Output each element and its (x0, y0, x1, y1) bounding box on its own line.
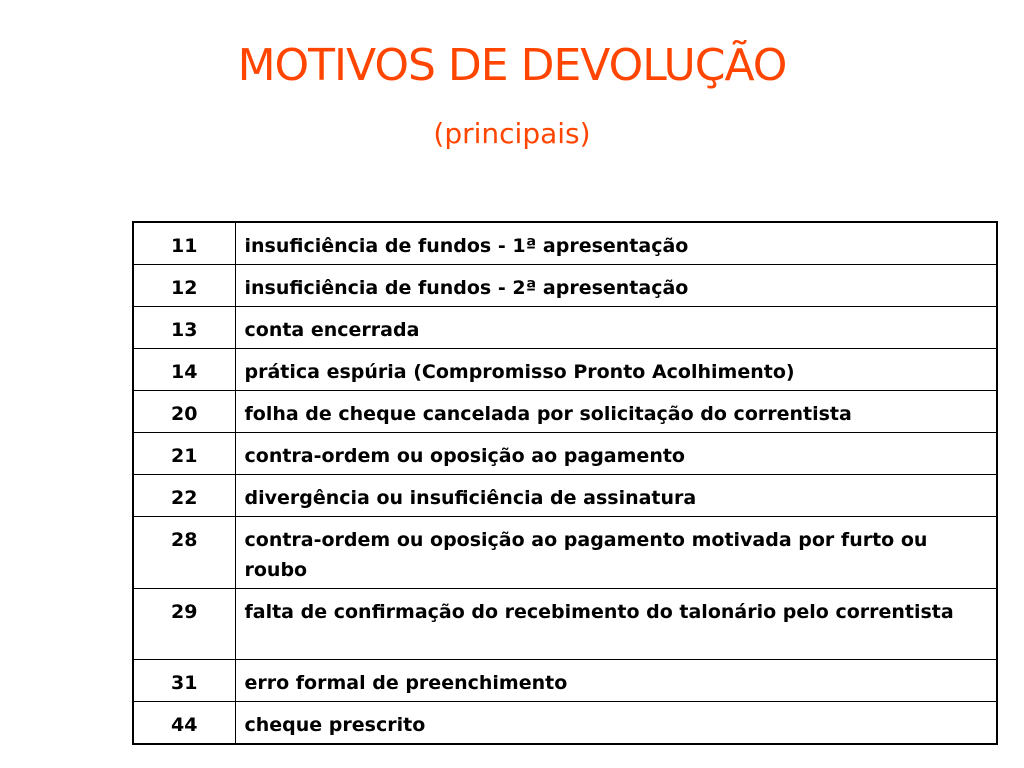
reason-code: 20 (133, 391, 235, 433)
slide-subtitle: (principais) (433, 117, 591, 150)
reason-code: 28 (133, 517, 235, 589)
reason-code: 29 (133, 589, 235, 660)
table-row (133, 517, 997, 589)
table-row (133, 349, 997, 391)
table-body (133, 222, 997, 744)
reason-code: 11 (133, 222, 235, 265)
reason-description: insuficiência de fundos - 1ª apresentação (235, 222, 997, 265)
slide-title: MOTIVOS DE DEVOLUÇÃO (237, 40, 787, 91)
reason-code: 12 (133, 265, 235, 307)
reason-code: 22 (133, 475, 235, 517)
table-row (133, 307, 997, 349)
table-row (133, 589, 997, 660)
reason-description: prática espúria (Compromisso Pronto Acolhimento) (235, 349, 997, 391)
reason-code: 14 (133, 349, 235, 391)
reason-description: erro formal de preenchimento (235, 660, 997, 702)
table-row (133, 475, 997, 517)
reason-description: folha de cheque cancelada por solicitação do correntista (235, 391, 997, 433)
reason-code: 44 (133, 702, 235, 745)
table-row (133, 391, 997, 433)
reason-description: insuficiência de fundos - 2ª apresentação (235, 265, 997, 307)
reason-description: cheque prescrito (235, 702, 997, 745)
reason-description: contra-ordem ou oposição ao pagamento (235, 433, 997, 475)
reason-description: conta encerrada (235, 307, 997, 349)
reason-code: 31 (133, 660, 235, 702)
reason-description: divergência ou insuficiência de assinatura (235, 475, 997, 517)
reason-code: 21 (133, 433, 235, 475)
table-row (133, 702, 997, 745)
table-row (133, 222, 997, 265)
reason-code: 13 (133, 307, 235, 349)
reason-description: falta de confirmação do recebimento do talonário pelo correntista (235, 589, 997, 660)
table-row (133, 265, 997, 307)
table-row (133, 660, 997, 702)
return-reasons-table (132, 221, 998, 745)
reason-description: contra-ordem ou oposição ao pagamento motivada por furto ou roubo (235, 517, 997, 589)
table-row (133, 433, 997, 475)
